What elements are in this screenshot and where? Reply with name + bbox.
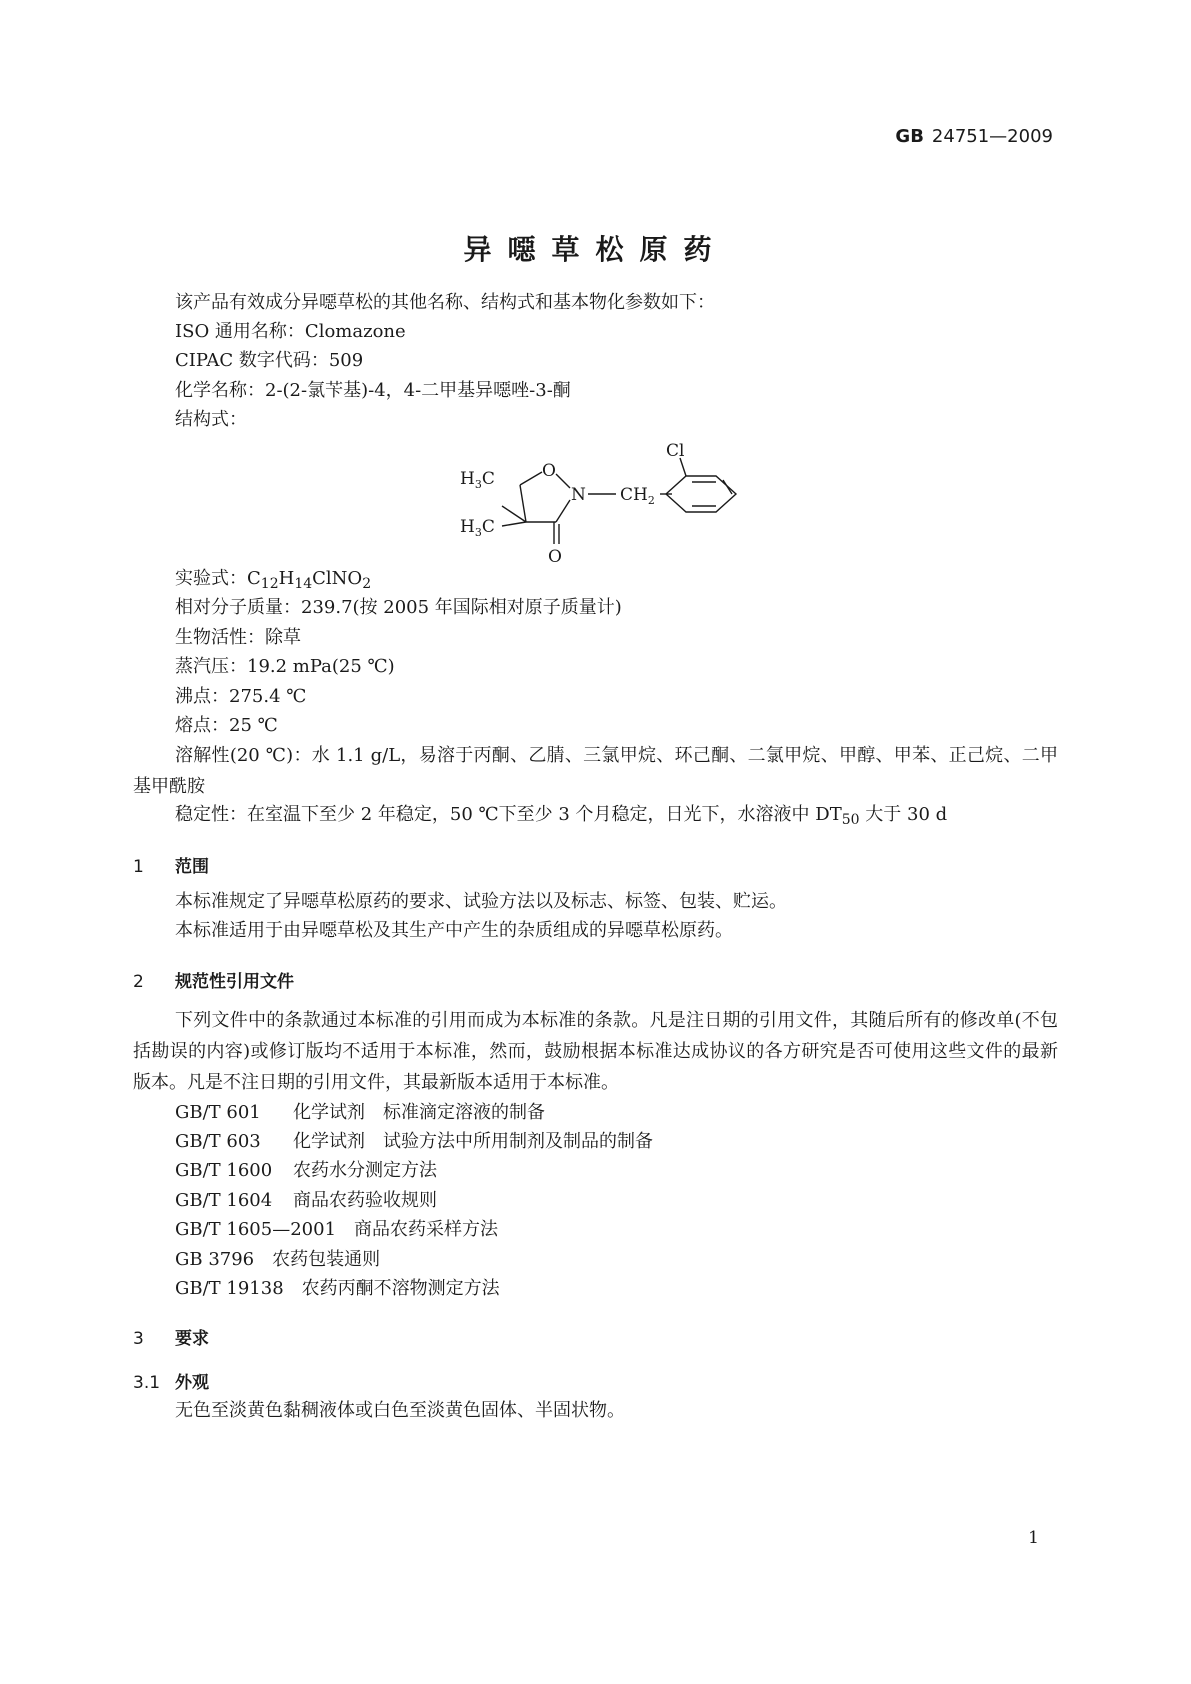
- stability: 稳定性：在室温下至少 2 年稳定，50 ℃下至少 3 个月稳定，日光下，水溶液中 $DT_{50}$ 大于 30 d: [175, 804, 948, 828]
- ref-item: GB/T 19138 农药丙酮不溶物测定方法: [175, 1278, 500, 1299]
- scope-para-2: 本标准适用于由异噁草松及其生产中产生的杂质组成的异噁草松原药。: [175, 920, 733, 941]
- document-title: 异噁草松原药: [463, 233, 728, 266]
- standard-prefix: GB: [895, 126, 924, 147]
- empirical-formula: 实验式：$C_{12}H_{14}ClNO_2$: [175, 568, 372, 592]
- ref-item: GB 3796 农药包装通则: [175, 1249, 381, 1270]
- ref-item: GB/T 603 化学试剂 试验方法中所用制剂及制品的制备: [175, 1131, 653, 1152]
- section-3-1-heading: 3.1 外观: [133, 1373, 209, 1393]
- bond: [502, 522, 526, 526]
- scope-para-1: 本标准规定了异噁草松原药的要求、试验方法以及标志、标签、包装、贮运。: [175, 891, 787, 912]
- structure-label: 结构式：: [175, 409, 247, 430]
- nitrogen-label: N: [571, 485, 586, 505]
- ring-oxygen-label: O: [542, 461, 556, 481]
- iso-name: ISO 通用名称：Clomazone: [175, 321, 406, 342]
- section-3-heading: 3 要求: [133, 1329, 209, 1349]
- chlorine-label: Cl: [666, 441, 685, 461]
- structural-formula: [460, 440, 740, 610]
- carbonyl-oxygen-label: O: [548, 547, 562, 567]
- solubility: 溶解性(20 ℃)：水 1.1 g/L，易溶于丙酮、乙腈、三氯甲烷、环己酮、二氯甲烷、甲醇、甲苯、正己烷、二甲基甲酰胺: [133, 745, 1058, 797]
- bond: [723, 480, 732, 494]
- melting-point: 熔点：25 ℃: [175, 715, 278, 736]
- vapor-pressure: 蒸汽压：19.2 mPa(25 ℃): [175, 656, 395, 677]
- ref-item: GB/T 1600 农药水分测定方法: [175, 1160, 437, 1181]
- intro-lead: 该产品有效成分异噁草松的其他名称、结构式和基本物化参数如下：: [175, 292, 715, 313]
- section-1-heading: 1 范围: [133, 857, 209, 877]
- section-2-heading: 2 规范性引用文件: [133, 972, 294, 992]
- chemical-name: 化学名称：2-(2-氯苄基)-4，4-二甲基异噁唑-3-酮: [175, 380, 571, 401]
- cipac-code: CIPAC 数字代码：509: [175, 350, 364, 371]
- ref-item: GB/T 1605—2001 商品农药采样方法: [175, 1219, 499, 1240]
- boiling-point: 沸点：275.4 ℃: [175, 686, 307, 707]
- standard-code: [895, 126, 1053, 147]
- page-number: 1: [1028, 1528, 1039, 1548]
- bond: [520, 472, 542, 485]
- methylene-label: $CH_2$: [620, 485, 655, 507]
- ref-item: GB/T 1604 商品农药验收规则: [175, 1190, 437, 1211]
- methyl-label-1: $H_3C$: [460, 469, 495, 491]
- bond: [520, 485, 526, 522]
- bond: [556, 474, 570, 488]
- methyl-label-2: $H_3C$: [460, 517, 495, 539]
- molecular-mass: 相对分子质量：239.7(按 2005 年国际相对原子质量计): [175, 597, 622, 618]
- ref-item: GB/T 601 化学试剂 标准滴定溶液的制备: [175, 1102, 545, 1123]
- normative-refs-para: 下列文件中的条款通过本标准的引用而成为本标准的条款。凡是注日期的引用文件，其随后所有的修改单(不包括勘误的内容)或修订版均不适用于本标准，然而，鼓励根据本标准达成协议的各方研究是否可使用这些文件的最新版本。凡是不注日期的引用文件，其最新版本适用于本标准。: [133, 1010, 1058, 1093]
- bio-activity: 生物活性：除草: [175, 627, 301, 648]
- standard-number: 24751—2009: [931, 126, 1053, 147]
- structure-bonds: [502, 458, 736, 544]
- appearance-text: 无色至淡黄色黏稠液体或白色至淡黄色固体、半固状物。: [175, 1400, 625, 1421]
- bond: [502, 506, 526, 522]
- bond: [556, 500, 570, 522]
